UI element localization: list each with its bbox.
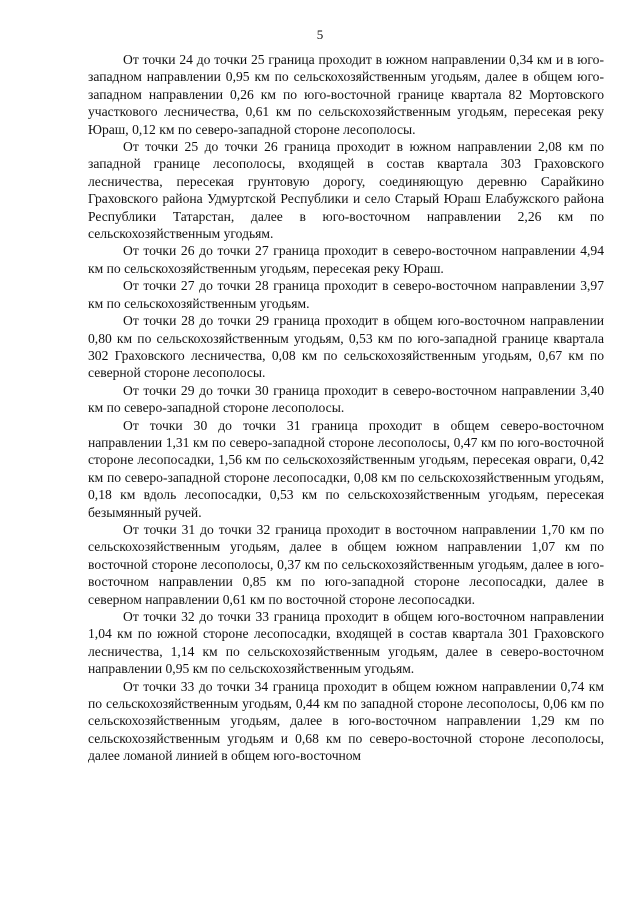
paragraph-32-33: От точки 32 до точки 33 граница проходит в общем юго-восточном направлении 1,04 км по южной стороне лесопосадки, входящей в состав квартала 301 Граховского лесничества, 1,14 км по сельскохозяйственным угодьям, далее в северо-восточном направлении 0,95 км по сельскохозяйственным угодьям. bbox=[88, 609, 604, 677]
document-body bbox=[88, 51, 604, 765]
paragraph-33-34: От точки 33 до точки 34 граница проходит в общем южном направлении 0,74 км по сельскохозяйственным угодьям, 0,44 км по западной стороне лесополосы, 0,06 км по сельскохозяйственным угодьям, далее в юго-восточном направлении 1,29 км по сельскохозяйственным угодьям и 0,68 км по северо-восточной стороне лесополосы, далее ломаной линией в общем юго-восточном bbox=[88, 678, 604, 764]
paragraph-24-25: От точки 24 до точки 25 граница проходит в южном направлении 0,34 км и в юго-западном направлении 0,95 км по сельскохозяйственным угодьям, далее в общем юго-западном направлении 0,26 км по юго-восточной границе квартала 82 Мортовского участкового лесничества, 0,61 км по сельскохозяйственным угодьям, пересекая реку Юраш, 0,12 км по северо-западной стороне лесополосы. bbox=[88, 52, 604, 137]
page-number: 5 bbox=[316, 27, 324, 42]
paragraph-29-30: От точки 29 до точки 30 граница проходит в северо-восточном направлении 3,40 км по северо-западной стороне лесополосы. bbox=[88, 382, 604, 416]
paragraph-27-28: От точки 27 до точки 28 граница проходит в северо-восточном направлении 3,97 км по сельскохозяйственным угодьям. bbox=[88, 278, 604, 311]
paragraph-30-31: От точки 30 до точки 31 граница проходит в общем северо-восточном направлении 1,31 км по северо-западной стороне лесополосы, 0,47 км по юго-восточной стороне лесопосадки, 1,56 км по сельскохозяйственным угодьям, пересекая овраги, 0,42 км по северо-западной стороне лесопосадки, 0,08 км по сельскохозяйственным угодьям, 0,18 км вдоль лесопосадки, 0,53 км по сельскохозяйственным угодьям, пересекая безымянный ручей. bbox=[88, 417, 604, 520]
paragraph-26-27: От точки 26 до точки 27 граница проходит в северо-восточном направлении 4,94 км по сельскохозяйственным угодьям, пересекая реку Юраш. bbox=[88, 243, 604, 276]
paragraph-28-29: От точки 28 до точки 29 граница проходит в общем юго-восточном направлении 0,80 км по сельскохозяйственным угодьям, 0,53 км по юго-западной границе квартала 302 Граховского лесничества, 0,08 км по сельскохозяйственным угодьям, 0,67 км по северной стороне лесополосы. bbox=[88, 313, 604, 381]
paragraph-31-32: От точки 31 до точки 32 граница проходит в восточном направлении 1,70 км по сельскохозяйственным угодьям, далее в общем южном направлении 1,07 км по восточной стороне лесополосы, 0,37 км по сельскохозяйственным угодьям, далее в юго-восточном направлении 0,85 км по юго-западной стороне лесопосадки, далее в северном направлении 0,61 км по восточной стороне лесопосадки. bbox=[88, 521, 604, 607]
paragraph-25-26: От точки 25 до точки 26 граница проходит в южном направлении 2,08 км по западной границе лесополосы, входящей в состав квартала 303 Граховского лесничества, пересекая грунтовую дорогу, соединяющую деревню Сарайкино Граховского района Удмуртской Республики и село Старый Юраш Елабужского района Республики Татарстан, далее в юго-восточном направлении 2,26 км по сельскохозяйственным угодьям. bbox=[88, 139, 604, 242]
